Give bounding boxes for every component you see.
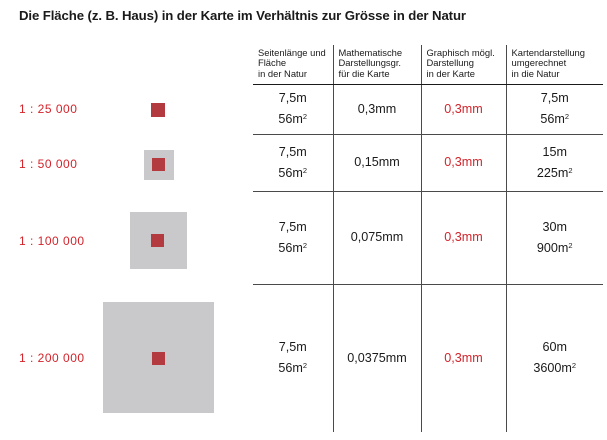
header-graphic — [421, 45, 506, 84]
cell-graphic: 0,3mm — [421, 134, 506, 191]
header-line: in die Natur — [511, 67, 560, 79]
cell-nature — [253, 284, 333, 432]
nature-area: $56m^2$ — [278, 240, 308, 255]
cell-math: 0,15mm — [333, 134, 421, 191]
converted-area: $900m^2$ — [536, 240, 573, 255]
cell-nature — [253, 134, 333, 191]
table-row — [253, 84, 603, 134]
header-math — [333, 45, 421, 84]
header-line: Darstellungsgr. — [338, 57, 402, 69]
cell-math: 0,075mm — [333, 191, 421, 284]
converted-length: 15m — [542, 144, 567, 159]
header-line: Graphisch mögl. — [426, 47, 495, 58]
cell-converted — [506, 134, 603, 191]
comparison-table — [253, 45, 603, 432]
nature-length: 7,5m — [278, 340, 307, 355]
nature-area: $56m^2$ — [278, 165, 308, 180]
table-row — [253, 191, 603, 284]
scale-label-25000: 1 : 25 000 — [19, 102, 78, 116]
cell-converted — [506, 191, 603, 284]
header-nature — [253, 45, 333, 84]
house-square-200000 — [152, 352, 165, 365]
header-line: Darstellung — [426, 57, 474, 69]
table-header-row — [253, 45, 603, 84]
house-square-50000 — [152, 158, 165, 171]
converted-area: $225m^2$ — [536, 165, 573, 180]
converted-length: 7,5m — [540, 91, 569, 105]
house-square-25000 — [151, 103, 165, 117]
header-line: Kartendarstellung — [511, 47, 585, 58]
header-line: Fläche — [258, 57, 287, 69]
header-line: in der Karte — [426, 67, 475, 79]
header-converted — [506, 45, 603, 84]
scale-label-100000: 1 : 100 000 — [19, 234, 85, 248]
nature-area: $56m^2$ — [278, 361, 308, 376]
header-line: umgerechnet — [511, 57, 567, 69]
header-line: Mathematische — [338, 47, 403, 58]
scale-label-200000: 1 : 200 000 — [19, 351, 85, 365]
cell-nature — [253, 84, 333, 134]
table-row — [253, 134, 603, 191]
nature-area: $56m^2$ — [278, 112, 308, 126]
header-line: in der Natur — [258, 67, 307, 79]
house-square-100000 — [151, 234, 164, 247]
nature-length: 7,5m — [278, 144, 307, 159]
cell-nature — [253, 191, 333, 284]
converted-area: $3600m^2$ — [533, 361, 577, 376]
cell-math: 0,3mm — [333, 84, 421, 134]
cell-converted — [506, 284, 603, 432]
cell-math: 0,0375mm — [333, 284, 421, 432]
nature-length: 7,5m — [278, 91, 307, 105]
header-line: für die Karte — [338, 67, 390, 79]
page-title: Die Fläche (z. B. Haus) in der Karte im Verhältnis zur Grösse in der Natur — [19, 8, 466, 23]
table-row — [253, 284, 603, 432]
cell-graphic: 0,3mm — [421, 284, 506, 432]
converted-length: 60m — [542, 340, 567, 355]
cell-graphic: 0,3mm — [421, 84, 506, 134]
cell-converted — [506, 84, 603, 134]
header-line: Seitenlänge und — [258, 47, 326, 58]
cell-graphic: 0,3mm — [421, 191, 506, 284]
converted-length: 30m — [542, 219, 567, 234]
nature-length: 7,5m — [278, 219, 307, 234]
converted-area: $56m^2$ — [540, 112, 570, 126]
scale-label-50000: 1 : 50 000 — [19, 157, 78, 171]
